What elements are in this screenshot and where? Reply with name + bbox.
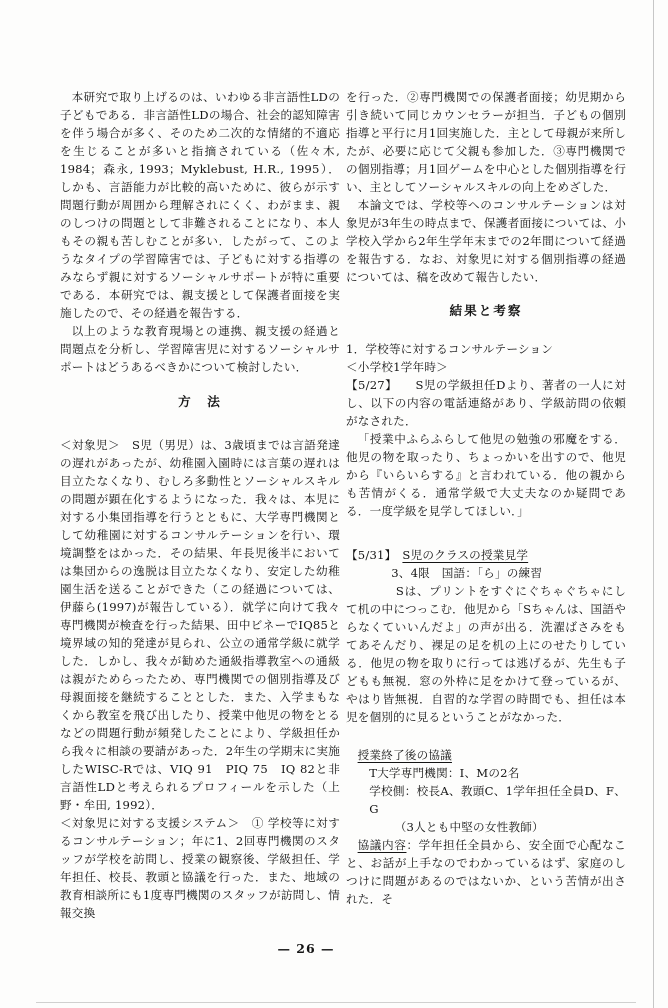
teacher-quote-paragraph: 「授業中ふらふらして他児の勉強の邪魔をする．他児の物を取ったり、ちょっかいを出すので、他児から『いらいらする』と言われている．他の親からも苦情がくる．通常学級で大丈夫なのか疑問である．一度学級を見学してほしい．」 xyxy=(346,432,626,518)
entry-5-31-line xyxy=(346,546,626,564)
support-system-continuation-paragraph: を行った．②専門機関での保護者面接；幼児期から引き続いて同じカウンセラーが担当．子どもの個別指導と平行に月1回実施した．主として母親が来所したが、必要に応じて父親も参加した．③専門機関での個別指導；月1回ゲームを中心とした個別指導を行い、主としてソーシャルスキルの向上をめざした． xyxy=(346,90,626,194)
meeting-heading: 授業終了後の協議 xyxy=(357,748,452,762)
subject-description-paragraph: ＜対象児＞ S児（男児）は、3歳頃までは言語発達の遅れがあったが、幼稚園入園時には言葉の遅れは目立たなくなり、むしろ多動性とソーシャルスキルの問題が顕在化するようになった．我々は、本児に対する小集団指導を行うとともに、大学専門機関として幼稚園に対するコンサルテーションを行い、環境調整をはかった．その結果、年長児後半においては集団からの逸脱は目立たなくなり、安定した幼稚園生活を送ることができた（この経過については、伊藤ら(1997)が報告している）．就学に向けて我々専門機関が検査を行った結果、田中ビネーでIQ85と境界域の知的発達が見られ、公立の通常学級に就学した．しかし、我々が勧めた通級指導教室への通級は親がためらったため、専門機関での個別指導及び母親面接を継続することとした．また、入学まもなくから教室を飛び出したり、授業中他児の物をとるなどの問題行動が頻発したことにより、学級担任から我々に相談の要請があった．2年生の学期末に実施したWISC-Rでは、VIQ 91 PIQ 75 IQ 82と非言語性LDと考えられるプロフィールを示した（上野・牟田, 1992）． xyxy=(60,438,340,812)
grade1-label: ＜小学校1学年時＞ xyxy=(346,360,448,374)
support-system-paragraph: ＜対象児に対する支援システム＞ ① 学校等に対するコンサルテーション；年に1、2回専門機関のスタッフが学校を訪問し、授業の観察後、学級担任、学年担任、校長、教頭と協議を行った．また、地域の教育相談所にも1度専門機関のスタッフが訪問し、情報交換 xyxy=(60,816,340,920)
meeting-content-paragraph xyxy=(346,836,626,908)
scan-edge-bottom-line xyxy=(36,1002,636,1003)
meeting-school-line: 学校側：校長A、教頭C、1学年担任全員D、F、G xyxy=(369,784,626,816)
entry-5-27-paragraph: 【5/27】 S児の学級担任Dより、著者の一人に対し、以下の内容の電話連絡があり、学級訪問の依頼がなされた． xyxy=(346,378,626,428)
meeting-heading-line xyxy=(358,746,626,764)
right-column xyxy=(346,88,626,908)
left-column xyxy=(60,88,340,922)
intro-paragraph-2: 以上のような教育現場との連携、親支援の経過と問題点を分析し、学習障害児に対するソーシャルサポートはどうあるべきかについて検討したい． xyxy=(60,324,340,374)
entry-5-31-date-label: 【5/31】 xyxy=(346,548,403,562)
results-heading: 結果と考察 xyxy=(449,303,523,318)
meeting-content-text: ：学年担任全員から、安全面で心配なこと、お話が上手なのでわかっているはず、家庭のしつけに問題があるのではないか、という苦情が出された．そ xyxy=(346,838,626,906)
page-number: — 26 — xyxy=(277,941,335,956)
scan-edge-right-line xyxy=(653,0,654,1008)
meeting-school-note-line: （3人とも中堅の女性教師） xyxy=(394,820,544,834)
entry-5-31-subtitle: 3、4限 国語：「ら」の練習 xyxy=(391,566,543,580)
intro-paragraph-1: 本研究で取り上げるのは、いわゆる非言語性LDの子どもである．非言語性LDの場合、社会的認知障害を伴う場合が多く、そのため二次的な情緒的不適応を生じることが多いと指摘されている（佐々木, 1984；森永, 1993；Myklebust, H.R., 1995）．しかも、言語能力が比較的高いために、彼らが示す問題行動が周囲から理解されにくく、わがまま、親のしつけの問題として非難されることになり、本人もその親も苦しむことが多い．したがって、このようなタイプの学習障害では、子どもに対する指導のみならず親に対するソーシャルサポートが特に重要である．本研究では、親支援として保護者面接を実施したので、その経過を報告する． xyxy=(60,90,340,320)
meeting-content-label: 協議内容 xyxy=(357,838,407,852)
section1-title: 1．学校等に対するコンサルテーション xyxy=(346,342,554,356)
entry-5-31-title: S児のクラスの授業見学 xyxy=(402,548,529,562)
meeting-staff-line: T大学専門機関：I、Mの2名 xyxy=(369,766,520,780)
classroom-observation-paragraph: Sは、プリントをすぐにぐちゃぐちゃにして机の中につっこむ．他児から「Sちゃんは、国語やらなくていいんだよ」の声が出る．洗濯ばさみをもてあそんだり、裸足の足を机の上にのせたりしている．他児の物を取りに行っては逃げるが、先生も子どもも無視．窓の外枠に足をかけて登っているが、やはり皆無視．自習的な学習の時間でも、担任は本児を個別的に見るということがなかった． xyxy=(346,584,626,724)
method-heading: 方 法 xyxy=(178,394,222,409)
paper-scope-paragraph: 本論文では、学校等へのコンサルテーションは対象児が3年生の時点まで、保護者面接については、小学校入学から2年生学年末までの2年間について経過を報告する．なお、対象児に対する個別指導の経過については、稿を改めて報告したい． xyxy=(346,198,626,284)
